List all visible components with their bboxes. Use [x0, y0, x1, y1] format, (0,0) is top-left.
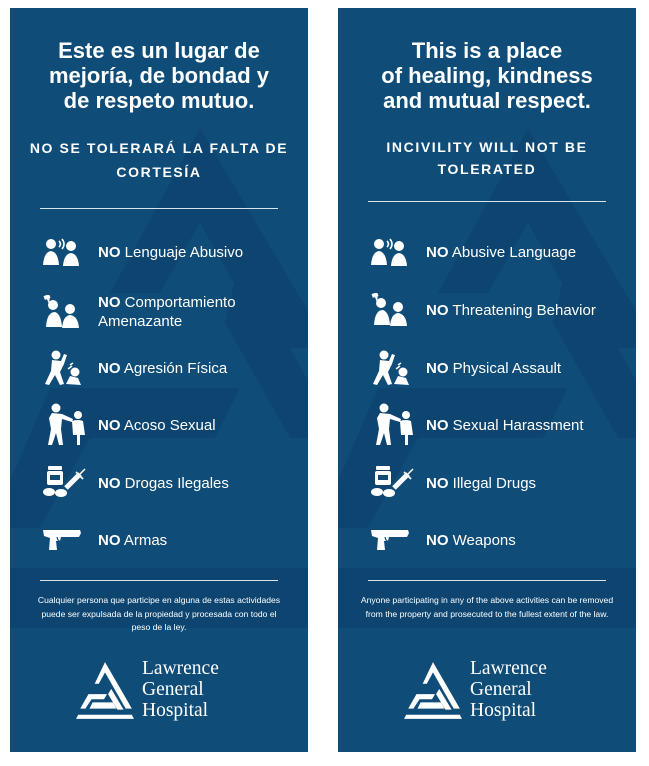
no-prefix: NO [98, 294, 121, 311]
hospital-name [142, 658, 219, 721]
rule-item-weapons [370, 516, 632, 564]
rule-label: Sexual Harassment [452, 416, 584, 434]
divider [40, 208, 278, 209]
no-prefix: NO [98, 359, 121, 377]
logo-line: General [470, 679, 532, 700]
spanish-sign-panel [10, 8, 308, 752]
rule-item-illegal-drugs [370, 459, 632, 507]
hospital-logo-mark-icon [74, 660, 136, 722]
subhead: NO SE TOLERARÁ LA FALTA DE CORTESÍA [29, 140, 289, 180]
headline: Este es un lugar de mejoría, de bondad y de respeto mutuo. [48, 38, 270, 113]
hospital-logo [402, 658, 582, 730]
physical-assault-icon [42, 345, 92, 391]
logo-line: Hospital [142, 700, 209, 721]
physical-assault-icon [370, 345, 420, 391]
rule-label: Threatening Behavior [452, 301, 596, 319]
abusive-language-icon [42, 229, 92, 275]
subhead: INCIVILITY WILL NOT BE TOLERATED [386, 139, 588, 177]
logo-line: Lawrence [142, 658, 219, 679]
disclaimer-text: Anyone participating in any of the above activities can be removed from the property and prosecuted to the fullest extent of the law. [360, 595, 614, 619]
logo-line: Lawrence [470, 658, 547, 679]
divider [40, 580, 278, 581]
headline: This is a place of healing, kindness and mutual respect. [381, 38, 593, 113]
no-prefix: NO [98, 474, 121, 492]
rule-label: Weapons [452, 531, 516, 549]
rule-item-weapons [42, 516, 304, 564]
rule-item-abusive-language [42, 228, 304, 276]
no-prefix: NO [426, 474, 449, 492]
hospital-logo-mark-icon [402, 660, 464, 722]
rule-item-physical-assault [42, 344, 304, 392]
logo-line: Hospital [470, 700, 537, 721]
rule-item-sexual-harassment [42, 401, 304, 449]
abusive-language-icon [370, 229, 420, 275]
rule-item-abusive-language [370, 228, 632, 276]
handgun-icon [370, 517, 420, 563]
disclaimer-text: Cualquier persona que participe en alguna de estas actividades puede ser expulsada de la propiedad y procesada con todo el peso de la ley. [37, 595, 281, 632]
divider [368, 201, 606, 202]
no-prefix: NO [426, 359, 449, 377]
no-prefix: NO [426, 243, 449, 261]
rule-item-threatening-behavior [42, 288, 304, 336]
english-sign-panel [338, 8, 636, 752]
threatening-behavior-icon [42, 289, 92, 335]
rule-item-threatening-behavior [370, 286, 632, 334]
rule-item-illegal-drugs [42, 459, 304, 507]
sexual-harassment-icon [42, 402, 92, 448]
no-prefix: NO [426, 531, 449, 549]
hospital-logo [74, 658, 254, 730]
rule-item-physical-assault [370, 344, 632, 392]
sexual-harassment-icon [370, 402, 420, 448]
hospital-name [470, 658, 547, 721]
rule-item-sexual-harassment [370, 401, 632, 449]
threatening-behavior-icon [370, 287, 420, 333]
rule-label: Acoso Sexual [123, 416, 216, 434]
divider [368, 580, 606, 581]
rule-label: Illegal Drugs [452, 474, 537, 492]
rule-label: Abusive Language [451, 243, 577, 261]
rule-label: Comportamiento Amenazante [98, 294, 236, 330]
no-prefix: NO [98, 416, 121, 434]
rule-label: Agresión Física [123, 359, 228, 377]
no-prefix: NO [98, 243, 121, 261]
illegal-drugs-icon [370, 460, 420, 506]
rule-label: Physical Assault [452, 359, 562, 377]
handgun-icon [42, 517, 92, 563]
rule-label: Drogas Ilegales [124, 474, 229, 492]
logo-line: General [142, 679, 204, 700]
no-prefix: NO [98, 531, 121, 549]
no-prefix: NO [426, 416, 449, 434]
illegal-drugs-icon [42, 460, 92, 506]
rule-label: Armas [123, 531, 168, 549]
rule-label: Lenguaje Abusivo [124, 243, 244, 261]
no-prefix: NO [426, 301, 449, 319]
